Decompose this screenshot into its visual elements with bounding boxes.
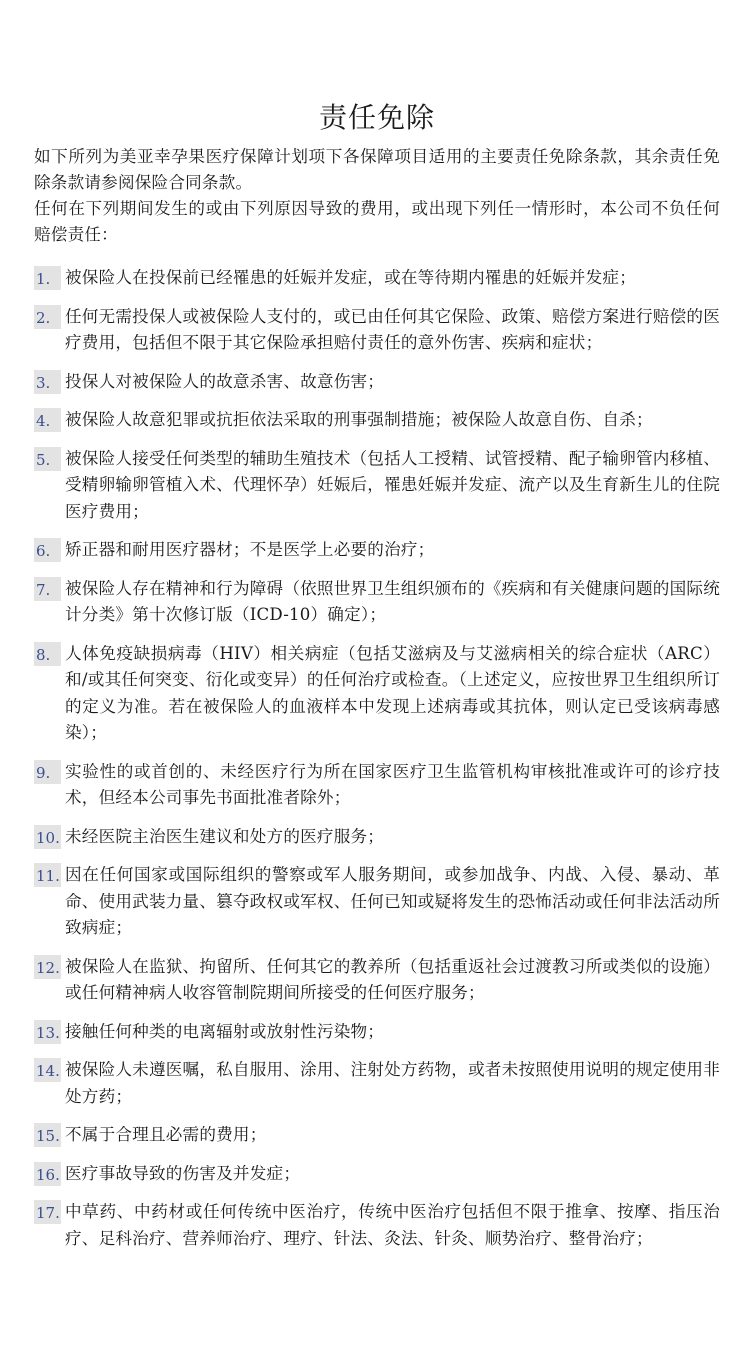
item-text: 接触任何种类的电离辐射或放射性污染物； (65, 1021, 385, 1041)
list-item (34, 1161, 720, 1188)
list-item (34, 1057, 720, 1110)
item-text: 未经医院主治医生建议和处方的医疗服务； (65, 826, 385, 846)
intro-paragraph: 如下所列为美亚幸孕果医疗保障计划项下各保障项目适用的主要责任免除条款，其余责任免除条款请参阅保险合同条款。 (34, 147, 720, 192)
list-item (34, 1199, 720, 1252)
list-item (34, 824, 720, 851)
item-text: 实验性的或首创的、未经医疗行为所在国家医疗卫生监管机构审核批准或许可的诊疗技术，但经本公司事先书面批准者除外； (65, 761, 720, 807)
list-item (34, 954, 720, 1007)
item-number: 11. (34, 863, 61, 887)
list-item (34, 1019, 720, 1046)
item-text: 中草药、中药材或任何传统中医治疗，传统中医治疗包括但不限于推拿、按摩、指压治疗、足科治疗、营养师治疗、理疗、针法、灸法、针灸、顺势治疗、整骨治疗； (65, 1202, 720, 1248)
item-number: 14. (34, 1058, 61, 1082)
list-item (34, 1122, 720, 1149)
item-text: 被保险人故意犯罪或抗拒依法采取的刑事强制措施；被保险人故意自伤、自杀； (65, 410, 653, 429)
item-text: 被保险人在投保前已经罹患的妊娠并发症，或在等待期内罹患的妊娠并发症； (65, 268, 636, 287)
list-item (34, 641, 720, 747)
item-number: 12. (34, 955, 61, 979)
item-text: 被保险人在监狱、拘留所、任何其它的教养所（包括重返社会过渡教习所或类似的设施）或任何精神病人收容管制院期间所接受的任何医疗服务； (65, 956, 720, 1002)
list-item (34, 862, 720, 942)
exclusion-list (34, 265, 720, 1252)
list-item (34, 576, 720, 629)
item-text: 任何无需投保人或被保险人支付的，或已由任何其它保险、政策、赔偿方案进行赔偿的医疗费用，包括但不限于其它保险承担赔付责任的意外伤害、疾病和症状； (65, 306, 720, 352)
item-number: 5. (34, 447, 61, 471)
item-number: 1. (34, 266, 61, 290)
item-number: 4. (34, 408, 61, 432)
intro-section (34, 144, 720, 248)
item-number: 3. (34, 370, 61, 394)
item-number: 16. (34, 1162, 61, 1186)
item-text: 被保险人未遵医嘱，私自服用、涂用、注射处方药物，或者未按照使用说明的规定使用非处方药； (65, 1060, 720, 1106)
item-text: 因在任何国家或国际组织的警察或军人服务期间，或参加战争、内战、入侵、暴动、革命、使用武装力量、篡夺政权或军权、任何已知或疑将发生的恐怖活动或任何非法活动所致病症； (65, 865, 720, 937)
page-title: 责任免除 (318, 101, 435, 134)
item-number: 7. (34, 577, 61, 601)
list-item (34, 304, 720, 357)
list-item (34, 759, 720, 812)
list-item (34, 265, 720, 292)
item-number: 2. (34, 305, 61, 329)
item-text: 医疗事故导致的伤害及并发症； (65, 1163, 301, 1183)
item-text: 被保险人接受任何类型的辅助生殖技术（包括人工授精、试管授精、配子输卵管内移植、受精卵输卵管植入术、代理怀孕）妊娠后，罹患妊娠并发症、流产以及生育新生儿的住院医疗费用； (65, 448, 720, 521)
item-text: 不属于合理且必需的费用； (65, 1125, 267, 1144)
item-text: 投保人对被保险人的故意杀害、故意伤害； (65, 371, 385, 391)
item-number: 6. (34, 538, 61, 562)
list-item (34, 369, 720, 396)
item-number: 8. (34, 642, 61, 666)
item-text: 人体免疫缺损病毒（HIV）相关病症（包括艾滋病及与艾滋病相关的综合症状（ARC）和/或其任何突变、衍化或变异）的任何治疗或检查。（上述定义，应按世界卫生组织所订的定义为准。若在被保险人的血液样本中发现上述病毒或其抗体，则认定已受该病毒感染）； (65, 643, 720, 742)
item-number: 9. (34, 760, 61, 784)
item-number: 13. (34, 1020, 61, 1044)
item-number: 17. (34, 1200, 61, 1224)
list-item (34, 537, 720, 564)
list-item (34, 446, 720, 526)
item-text: 被保险人存在精神和行为障碍（依照世界卫生组织颁布的《疾病和有关健康问题的国际统计分类》第十次修订版（ICD-10）确定）； (65, 578, 720, 624)
item-number: 10. (34, 825, 61, 849)
intro-paragraph: 任何在下列期间发生的或由下列原因导致的费用，或出现下列任一情形时，本公司不负任何赔偿责任： (34, 199, 720, 244)
item-number: 15. (34, 1123, 61, 1147)
item-text: 矫正器和耐用医疗器材；不是医学上必要的治疗； (65, 540, 435, 559)
list-item (34, 407, 720, 434)
